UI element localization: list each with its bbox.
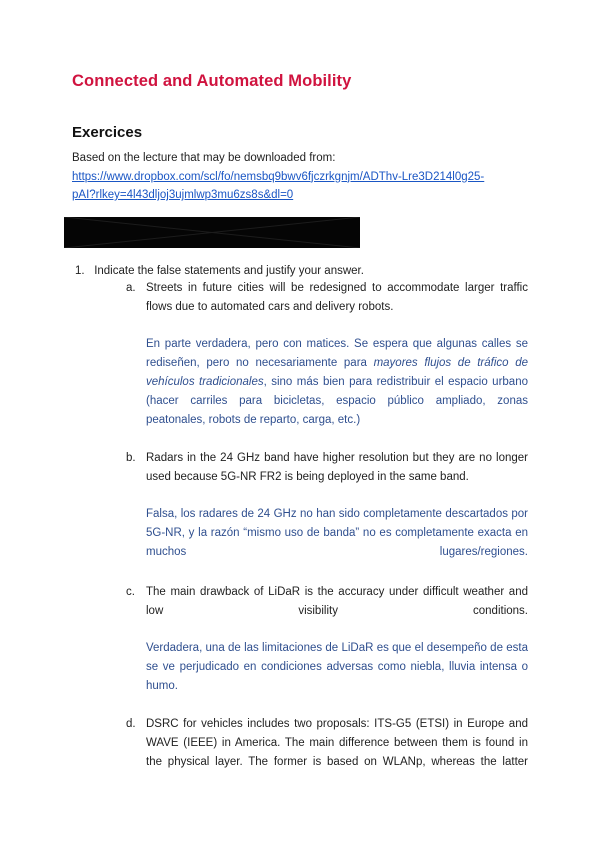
question-1-number: 1. [75, 265, 85, 277]
list-item-b [126, 449, 528, 562]
item-answer: Verdadera, una de las limitaciones de LiDaR es que el desempeño de esta se ve perjudicado en condiciones adversas como niebla, lluvia intensa o humo. [146, 642, 528, 692]
document-title: Connected and Automated Mobility [72, 72, 352, 90]
list-item-d [126, 715, 528, 772]
intro-text: Based on the lecture that may be downloaded from: [72, 152, 336, 164]
section-heading: Exercices [72, 124, 143, 141]
answer-text-part1: En parte verdadera, pero con matices. Se espera que algunas calles se rediseñen, pero no necesariamente para [146, 338, 528, 369]
question-1-text: Indicate the false statements and justify your answer. [94, 265, 364, 277]
redaction-cross-icon [64, 217, 360, 248]
item-statement: Streets in future cities will be redesigned to accommodate larger traffic flows due to automated cars and delivery robots. [146, 282, 528, 313]
lecture-link[interactable] [72, 171, 484, 202]
item-statement: DSRC for vehicles includes two proposals: ITS-G5 (ETSI) in Europe and WAVE (IEEE) in America. The main difference between them is found in the physical layer. The former is based on WLANp, whereas the latter [146, 718, 528, 768]
item-marker: b. [126, 452, 136, 464]
lecture-link-line2[interactable]: pAI?rlkey=4l43dljoj3ujmlwp3mu6zs8s&dl=0 [72, 189, 294, 201]
list-item-a [126, 279, 528, 430]
item-marker: a. [126, 282, 136, 294]
list-item-c [126, 583, 528, 696]
question-1 [75, 262, 364, 280]
item-answer [146, 335, 528, 430]
redaction-bar [64, 217, 360, 248]
item-marker: d. [126, 718, 136, 730]
item-statement: The main drawback of LiDaR is the accuracy under difficult weather and low visibility conditions. [146, 586, 528, 617]
intro-paragraph [72, 149, 532, 205]
answer-text-part2: , sino más bien para redistribuir el espacio urbano (hacer carriles para bicicletas, espacio público ampliado, zonas peatonales, robots de reparto, carga, etc.) [146, 376, 528, 426]
item-statement: Radars in the 24 GHz band have higher resolution but they are no longer used because 5G-NR FR2 is being deployed in the same band. [146, 452, 528, 483]
item-marker: c. [126, 586, 135, 598]
item-answer: Falsa, los radares de 24 GHz no han sido completamente descartados por 5G-NR, y la razón “mismo uso de banda” no es completamente exacta en muchos lugares/regiones. [146, 508, 528, 558]
answer-text-italic: mayores flujos de tráfico de vehículos tradicionales [146, 357, 528, 388]
lecture-link-line1[interactable]: https://www.dropbox.com/scl/fo/nemsbq9bwv6fjczrkgnjm/ADThv-Lre3D214l0g25- [72, 170, 485, 183]
